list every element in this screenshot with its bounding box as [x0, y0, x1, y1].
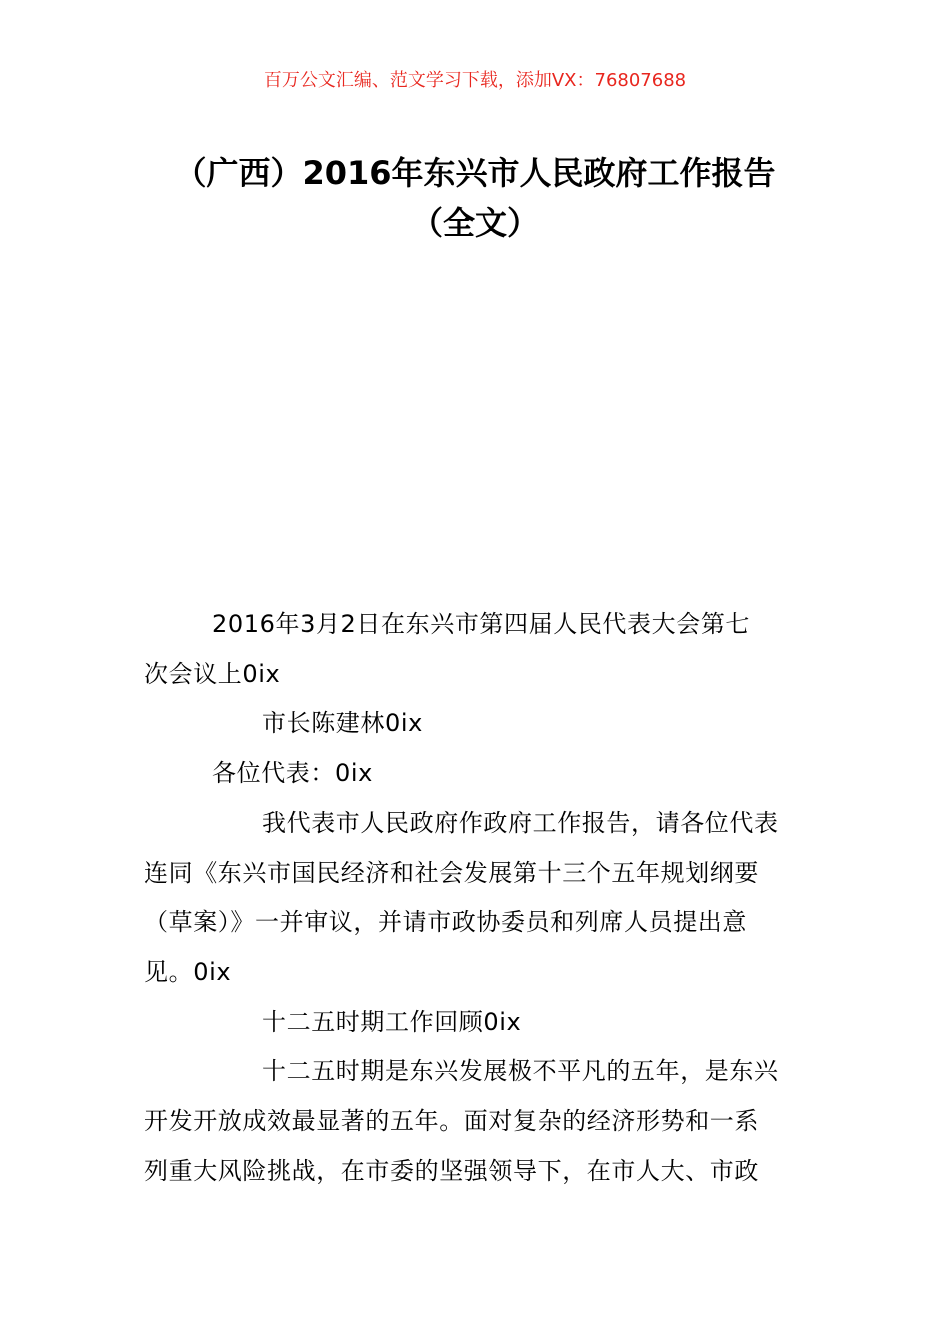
text-line: 2016年3月2日在东兴市第四届人民代表大会第七 — [212, 610, 751, 638]
section-heading — [144, 998, 810, 1048]
text-line: 连同《东兴市国民经济和社会发展第十三个五年规划纲要 — [144, 858, 759, 887]
promo-banner: 百万公文汇编、范文学习下载，添加VX：76807688 — [263, 70, 687, 91]
title-line-2: （全文） — [410, 204, 539, 242]
text-line: 见。0ix — [144, 957, 232, 986]
paragraph-salutation — [144, 749, 810, 799]
text-line: 开发开放成效最显著的五年。面对复杂的经济形势和一系 — [144, 1107, 759, 1136]
text-line: 十二五时期是东兴发展极不平凡的五年，是东兴 — [262, 1057, 779, 1086]
paragraph-intro — [144, 799, 810, 998]
paragraph-meeting-date — [144, 600, 810, 699]
paragraph-speaker — [144, 699, 810, 749]
paragraph-review — [144, 1047, 810, 1196]
document-body — [144, 600, 810, 1196]
text-line: 次会议上0ix — [144, 659, 281, 688]
text-line: （草案）》一并审议，并请市政协委员和列席人员提出意 — [144, 908, 747, 937]
document-title — [0, 148, 950, 248]
text-line: 各位代表：0ix — [212, 759, 373, 788]
text-line: 十二五时期工作回顾0ix — [262, 1007, 522, 1036]
text-line: 列重大风险挑战，在市委的坚强领导下，在市人大、市政 — [144, 1156, 759, 1185]
text-line: 我代表市人民政府作政府工作报告，请各位代表 — [262, 808, 779, 837]
title-line-1: （广西）2016年东兴市人民政府工作报告 — [174, 154, 776, 192]
text-line: 市长陈建林0ix — [262, 709, 423, 738]
